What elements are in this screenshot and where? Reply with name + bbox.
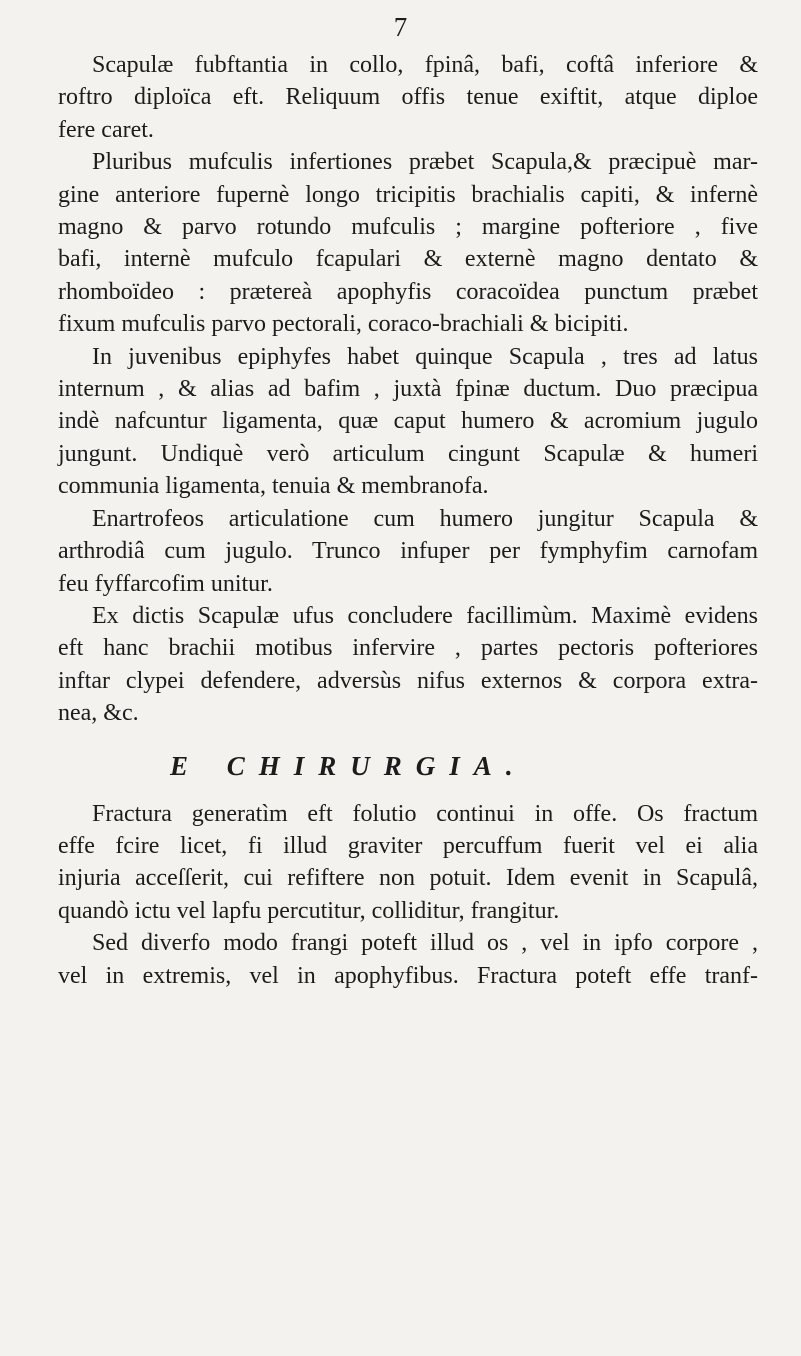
text-line: magno & parvo rotundo mufculis ; margine pofteriore , five: [58, 214, 758, 241]
text-line: fixum mufculis parvo pectorali, coraco-brachiali & bicipiti.: [58, 311, 629, 338]
text-line: injuria acceſſerit, cui refiftere non potuit. Idem evenit in Scapulâ,: [58, 865, 758, 892]
text-line: communia ligamenta, tenuia & membranofa.: [58, 473, 489, 500]
text-line: Fractura generatìm eft folutio continui in offe. Os fractum: [92, 800, 758, 827]
text-line: In juvenibus epiphyfes habet quinque Scapula , tres ad latus: [92, 343, 758, 370]
text-line: Sed diverfo modo frangi poteft illud os , vel in ipfo corpore ,: [92, 930, 758, 957]
page-number: 7: [393, 12, 408, 42]
text-line: inftar clypei defendere, adversùs nifus externos & corpora extra-: [58, 667, 758, 694]
text-line: feu fyffarcofim unitur.: [58, 570, 273, 597]
text-line: Scapulæ fubftantia in collo, fpinâ, bafi, coftâ inferiore &: [92, 52, 758, 78]
text-line: rhomboïdeo : prætereà apophyfis coracoïdea punctum præbet: [58, 278, 758, 305]
paragraph-6: [58, 798, 758, 928]
text-line: eft hanc brachii motibus infervire , partes pectoris pofteriores: [58, 635, 758, 662]
text-line: effe fcire licet, fi illud graviter percuffum fuerit vel ei alia: [58, 832, 758, 859]
paragraph-3: [58, 341, 758, 503]
text-line: gine anteriore fupernè longo tricipitis brachialis capiti, & infernè: [58, 181, 758, 208]
text-line: Ex dictis Scapulæ ufus concludere facillimùm. Maximè evidens: [92, 602, 758, 629]
text-line: quandò ictu vel lapfu percutitur, colliditur, frangitur.: [58, 897, 560, 924]
paragraph-7: [58, 927, 758, 992]
text-line: vel in extremis, vel in apophyfibus. Fractura poteft effe tranf-: [58, 962, 758, 989]
section-heading-title: CHIRURGIA.: [226, 750, 527, 781]
text-line: Enartrofeos articulatione cum humero jungitur Scapula &: [92, 505, 758, 532]
text-line: jungunt. Undiquè verò articulum cingunt Scapulæ & humeri: [58, 440, 758, 467]
text-line: fere caret.: [58, 116, 154, 143]
section-heading-prefix: E: [170, 750, 189, 781]
text-line: internum , & alias ad bafim , juxtà fpinæ ductum. Duo præcipua: [58, 376, 758, 403]
text-line: arthrodiâ cum jugulo. Trunco infuper per fymphyfim carnofam: [58, 538, 758, 565]
text-line: indè nafcuntur ligamenta, quæ caput humero & acromium jugulo: [58, 408, 758, 435]
text-line: Pluribus mufculis infertiones præbet Scapula,& præcipuè mar-: [92, 149, 758, 176]
paragraph-1: [58, 49, 758, 146]
section-heading: [58, 748, 758, 784]
text-line: bafi, internè mufculo fcapulari & externè magno dentato &: [58, 246, 758, 273]
paragraph-2: [58, 146, 758, 340]
text-line: roftro diploïca eft. Reliquum offis tenue exiftit, atque diploe: [58, 84, 758, 111]
paragraph-5: [58, 600, 758, 730]
text-line: nea, &c.: [58, 700, 139, 727]
body-text: [58, 49, 758, 992]
paragraph-4: [58, 503, 758, 600]
